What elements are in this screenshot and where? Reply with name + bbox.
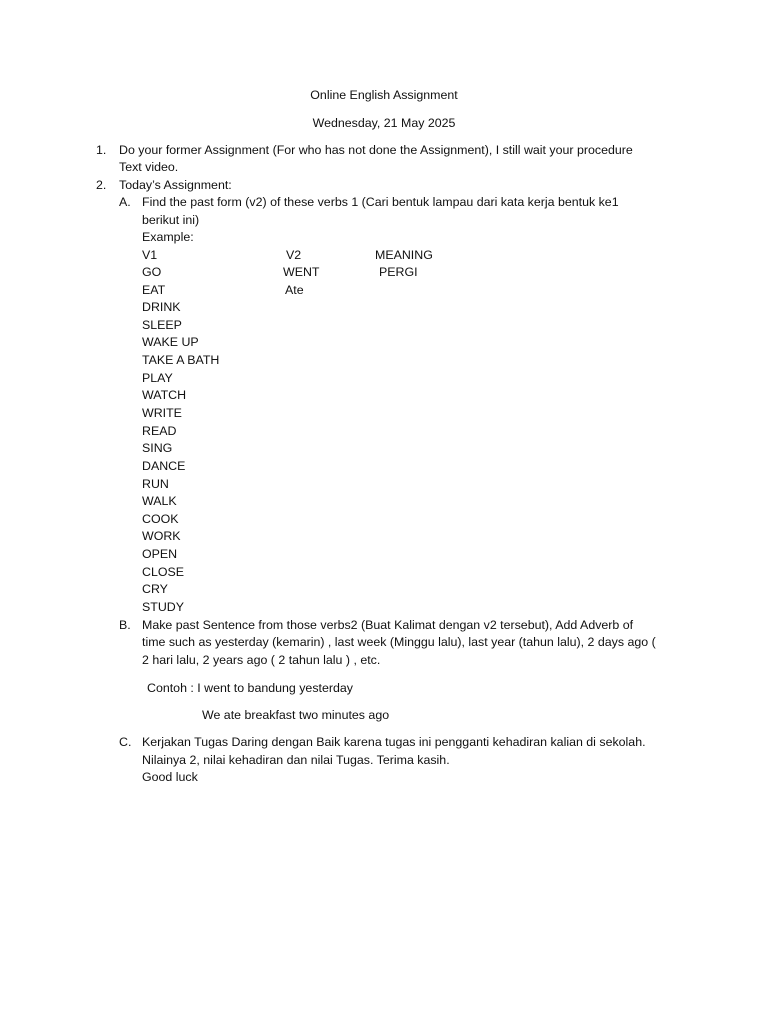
verb-item: COOK <box>142 512 179 526</box>
verb-item: CLOSE <box>142 565 185 579</box>
verb-item: WALK <box>142 494 177 508</box>
list-number-1: 1. <box>96 143 107 157</box>
document-date: Wednesday, 21 May 2025 <box>312 116 456 130</box>
verb-item: WATCH <box>142 388 187 402</box>
verb-item: READ <box>142 424 177 438</box>
verb-item: STUDY <box>142 600 184 614</box>
verb-item: PLAY <box>142 371 173 385</box>
verb-item: DANCE <box>142 459 186 473</box>
item1-line1: Do your former Assignment (For who has not done the Assignment), I still wait your procedure <box>119 143 633 157</box>
item2-text: Today’s Assignment: <box>119 178 232 192</box>
example-row-v1: EAT <box>142 283 166 297</box>
sectionB-line1: Make past Sentence from those verbs2 (Buat Kalimat dengan v2 tersebut), Add Adverb of <box>142 618 634 632</box>
sub-letter-b: B. <box>119 618 131 632</box>
document-title: Online English Assignment <box>310 88 458 102</box>
example-row-v1: GO <box>142 265 162 279</box>
example-row-v2: WENT <box>283 265 320 279</box>
sectionB-line2: time such as yesterday (kemarin) , last week (Minggu lalu), last year (tahun lalu), 2 days ago ( <box>142 635 656 649</box>
sectionC-line3: Good luck <box>142 770 198 784</box>
verb-item: SLEEP <box>142 318 182 332</box>
sectionC-line1: Kerjakan Tugas Daring dengan Baik karena tugas ini pengganti kehadiran kalian di sekolah. <box>142 735 646 749</box>
example-sentence-2: We ate breakfast two minutes ago <box>202 708 390 722</box>
verb-item: SING <box>142 441 173 455</box>
verb-item: RUN <box>142 477 169 491</box>
sectionA-line2: berikut ini) <box>142 213 200 227</box>
verb-item: WORK <box>142 529 181 543</box>
verb-item: OPEN <box>142 547 178 561</box>
example-row-v2: Ate <box>285 283 304 297</box>
example-label: Example: <box>142 230 194 244</box>
verb-item: TAKE A BATH <box>142 353 220 367</box>
verb-item: CRY <box>142 582 168 596</box>
example-sentence-1: Contoh : I went to bandung yesterday <box>147 681 353 695</box>
sectionA-line1: Find the past form (v2) of these verbs 1 (Cari bentuk lampau dari kata kerja bentuk ke1 <box>142 195 619 209</box>
sectionC-line2: Nilainya 2, nilai kehadiran dan nilai Tugas. Terima kasih. <box>142 753 450 767</box>
sub-letter-c: C. <box>119 735 132 749</box>
col-header-v1: V1 <box>142 248 158 262</box>
col-header-v2: V2 <box>286 248 302 262</box>
example-row-meaning: PERGI <box>379 265 418 279</box>
verb-item: WAKE UP <box>142 335 199 349</box>
verb-item: WRITE <box>142 406 182 420</box>
col-header-meaning: MEANING <box>375 248 433 262</box>
list-number-2: 2. <box>96 178 107 192</box>
sectionB-line3: 2 hari lalu, 2 years ago ( 2 tahun lalu ) , etc. <box>142 653 381 667</box>
sub-letter-a: A. <box>119 195 131 209</box>
verb-item: DRINK <box>142 300 181 314</box>
item1-line2: Text video. <box>119 160 179 174</box>
